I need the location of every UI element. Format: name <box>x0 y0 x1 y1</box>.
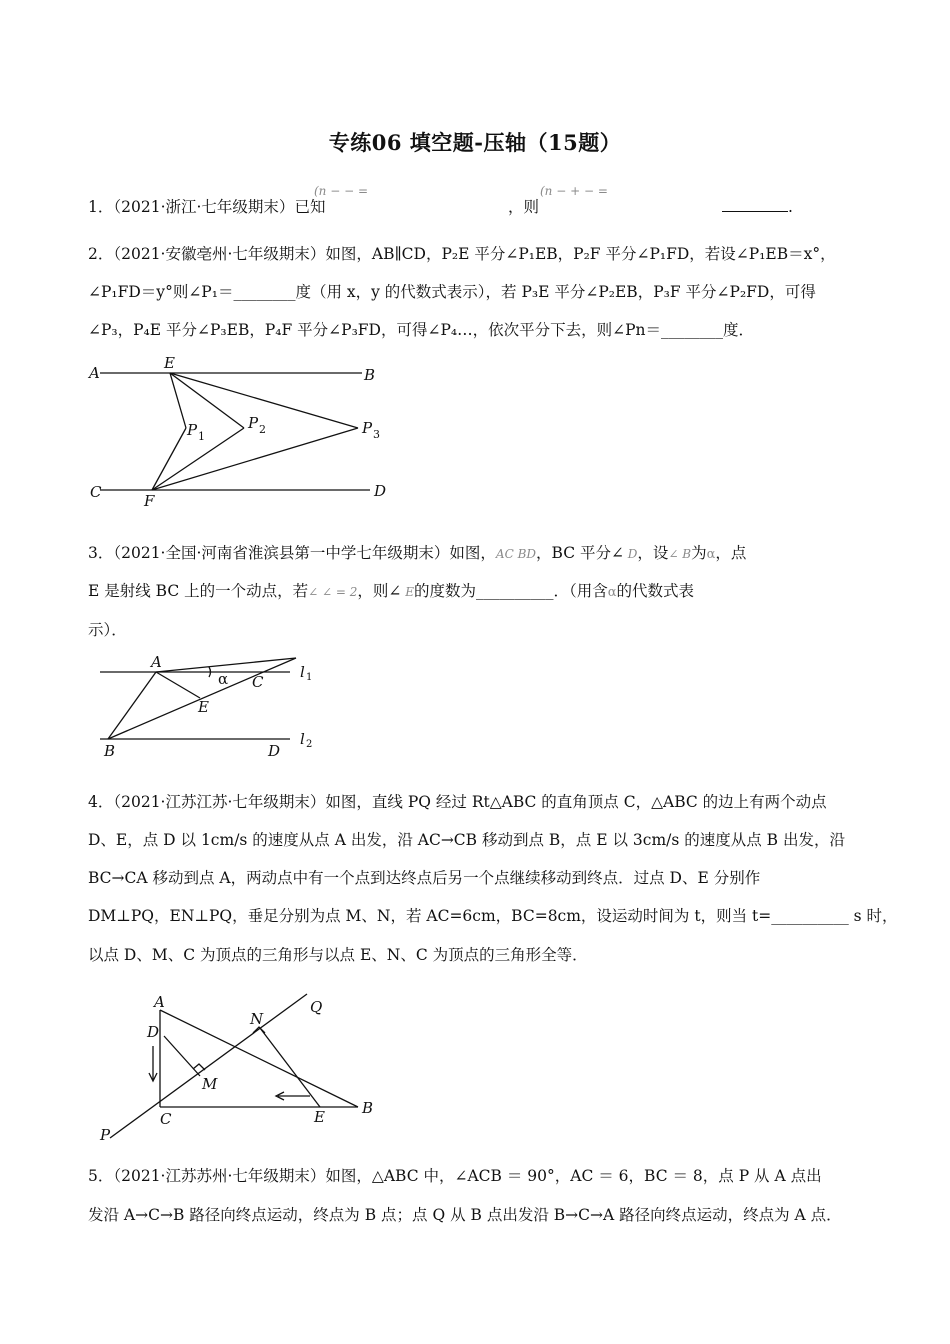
question-1 <box>88 197 325 217</box>
fig3-alpha: α <box>218 670 229 688</box>
fig3-label-d: D <box>268 742 281 760</box>
q1-formula-b: (n − + − = <box>540 184 608 198</box>
q1-formula-a: (n − − = <box>314 184 369 198</box>
fig4-label-a: A <box>154 993 165 1011</box>
q4-line-4: DM⊥PQ，EN⊥PQ，垂足分别为点 M、N，若 AC=6cm，BC=8cm，设运动时间为 t，则当 t=__________ s 时， <box>88 907 898 925</box>
svg-text:1: 1 <box>306 672 313 683</box>
q4-line-5: 以点 D、M、C 为顶点的三角形与以点 E、N、C 为顶点的三角形全等． <box>88 946 588 964</box>
q1-number: 1． <box>88 198 114 216</box>
fig3-label-l1: l <box>300 663 305 681</box>
fig3-label-l2: l <box>300 730 305 748</box>
q3-line-1: 3．（2021·全国·河南省淮滨县第一中学七年级期末）如图，AC BD，BC 平分∠ D，设∠ B为α，点 <box>88 544 747 562</box>
svg-text:2: 2 <box>306 739 313 750</box>
q4-line-1: 4．（2021·江苏江苏·七年级期末）如图，直线 PQ 经过 Rt△ABC 的直角顶点 C，△ABC 的边上有两个动点 <box>88 793 827 811</box>
fig4-label-d: D <box>147 1023 160 1041</box>
q2-line-3: ∠P₃，P₄E 平分∠P₃EB，P₄F 平分∠P₃FD，可得∠P₄…，依次平分下去，则∠Pn＝________度． <box>88 321 755 339</box>
q3-line-2: E 是射线 BC 上的一个动点，若∠ ∠ = 2，则∠ E的度数为__________．（用含α的代数式表 <box>88 582 695 600</box>
svg-text:3: 3 <box>373 428 380 441</box>
q2-figure <box>86 356 396 512</box>
q3-figure <box>96 652 326 760</box>
q3-line-3: 示）． <box>88 621 127 639</box>
fig3-label-a: A <box>151 653 162 671</box>
fig4-label-m: M <box>202 1075 218 1093</box>
alpha-symbol: α <box>706 547 716 562</box>
fig2-label-c: C <box>90 483 102 501</box>
fig2-label-p3: P <box>362 419 373 437</box>
fig2-label-f: F <box>144 492 155 510</box>
fig2-label-d: D <box>374 482 387 500</box>
q5-line-2: 发沿 A→C→B 路径向终点运动，终点为 B 点；点 Q 从 B 点出发沿 B→C→A 路径向终点运动，终点为 A 点． <box>88 1206 842 1224</box>
fig4-label-c: C <box>160 1110 172 1128</box>
svg-text:1: 1 <box>198 430 205 443</box>
fig2-label-b: B <box>364 366 376 384</box>
fig4-label-q: Q <box>310 998 323 1016</box>
fig2-label-p1: P <box>187 421 198 439</box>
q4-line-3: BC→CA 移动到点 A，两动点中有一个点到达终点后另一个点继续移动到终点．过点 D、E 分别作 <box>88 869 761 887</box>
page-title: 专练06 填空题-压轴（15题） <box>328 130 622 155</box>
q4-figure <box>92 986 382 1146</box>
q5-line-1: 5．（2021·江苏苏州·七年级期末）如图，△ABC 中，∠ACB ＝ 90°，AC ＝ 6，BC ＝ 8，点 P 从 A 点出 <box>88 1167 822 1185</box>
q1-text-a: 已知 <box>294 198 326 216</box>
fig4-label-n: N <box>250 1010 264 1028</box>
fig4-label-p: P <box>100 1126 111 1144</box>
fig2-label-a: A <box>89 364 100 382</box>
q4-line-2: D、E，点 D 以 1cm/s 的速度从点 A 出发，沿 AC→CB 移动到点 B，点 E 以 3cm/s 的速度从点 B 出发，沿 <box>88 831 845 849</box>
fig2-label-e: E <box>164 356 175 372</box>
q3-ghost-1: AC BD <box>495 547 537 561</box>
fig4-label-b: B <box>362 1099 374 1117</box>
fig4-label-e: E <box>314 1108 325 1126</box>
q2-line-2: ∠P₁FD＝y°则∠P₁＝________度（用 x，y 的代数式表示），若 P₃E 平分∠P₂EB，P₃F 平分∠P₂FD，可得 <box>88 283 816 301</box>
q1-text-b: ，则 <box>508 198 540 216</box>
fig3-label-b: B <box>104 742 116 760</box>
fig2-label-p2: P <box>248 414 259 432</box>
q2-line-1: 2．（2021·安徽亳州·七年级期末）如图，AB∥CD，P₂E 平分∠P₁EB，P₂F 平分∠P₁FD，若设∠P₁EB＝x°， <box>88 245 836 263</box>
q1-answer-blank: . <box>722 197 793 217</box>
fig3-label-e: E <box>198 698 209 716</box>
q1-source: （2021·浙江·七年级期末） <box>113 198 295 216</box>
fig3-label-c: C <box>252 673 264 691</box>
svg-text:2: 2 <box>259 423 266 436</box>
